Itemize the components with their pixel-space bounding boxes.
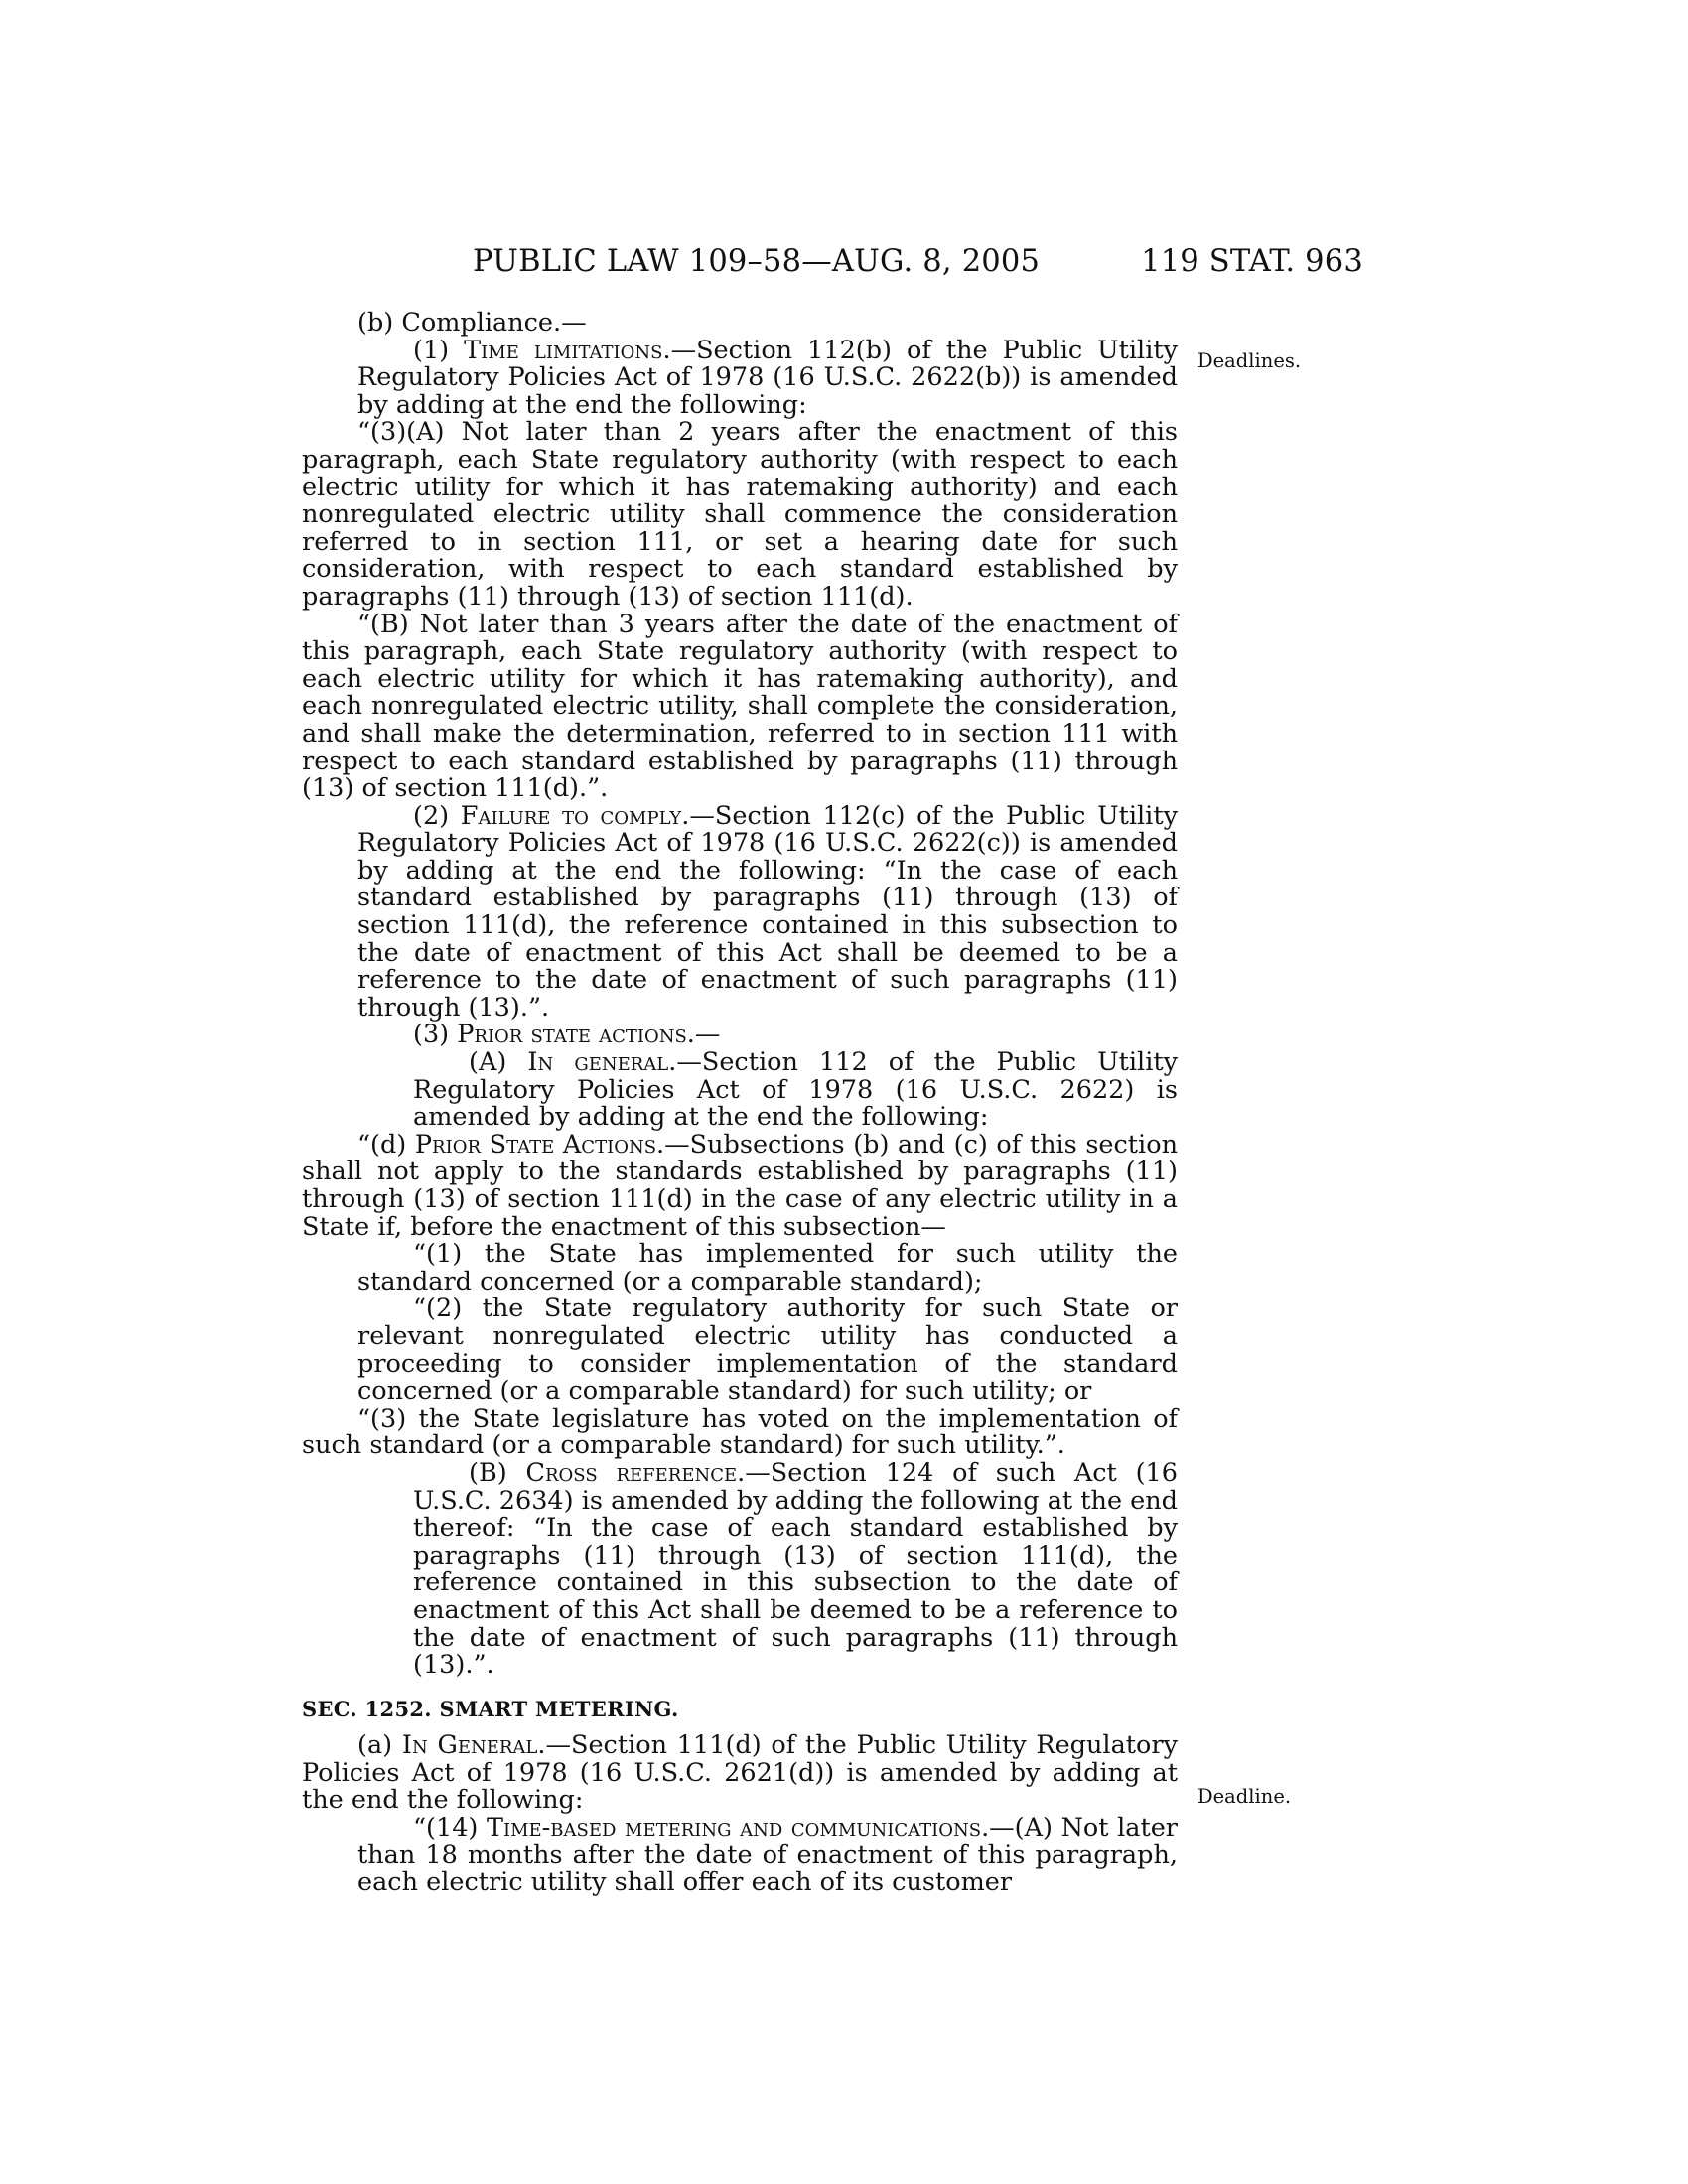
compliance-heading: (b) Compliance.— <box>357 308 587 338</box>
subsection-number: (a) <box>357 1730 402 1761</box>
paragraph-caption: Time-based metering and communications <box>486 1813 982 1843</box>
subparagraph-number: (B) <box>469 1457 526 1488</box>
margin-note-deadlines: Deadlines. <box>1197 349 1302 372</box>
paragraph-caption: (3) Prior state actions.— <box>413 1020 721 1050</box>
page-number: 119 STAT. 963 <box>1141 244 1363 279</box>
margin-note-deadline: Deadline. <box>1197 1785 1292 1808</box>
paragraph-text: .—Section 112(c) of the Public Utility Regulatory Policies Act of 1978 (16 U.S.C. 2622(c)) is amended by adding at the end the following: “In the case of each standard established by paragraphs (11) through (13) of section 111(d), the reference contained in this subsection to the date of enactment of this Act shall be deemed to be a reference to the date of enactment of such paragraphs (11) through (13).”. <box>357 800 1178 1023</box>
paragraph-caption: Failure to comply <box>460 800 682 831</box>
quoted-paragraph-3a: “(3)(A) Not later than 2 years after the enactment of this paragraph, each State regulatory authority (with respect to each electric utility for which it has ratemaking authority) and each nonregulated electric utility shall commence the consideration referred to in section 111, or set a hearing date for such consideration, with respect to each standard established by paragraphs (11) through (13) of section 111(d). <box>302 417 1178 612</box>
subparagraph-text: .—Section 112 of the Public Utility Regulatory Policies Act of 1978 (16 U.S.C. 2622) is amended by adding at the end the following: <box>413 1047 1178 1133</box>
subsection-caption: In General <box>401 1730 538 1761</box>
paragraph-failure-to-comply <box>302 800 1178 1023</box>
paragraph-time-limitations <box>302 335 1179 420</box>
quoted-subparagraph-b: “(B) Not later than 3 years after the date of the enactment of this paragraph, each State regulatory authority (with respect to each electric utility for which it has ratemaking authority), and each nonregulated electric utility, shall complete the consideration, and shall make the determination, referred to in section 111 with respect to each standard established by paragraphs (11) through (13) of section 111(d).”. <box>302 609 1178 804</box>
subparagraph-number: (A) <box>469 1047 528 1078</box>
subsection-caption: Prior State Actions <box>414 1129 657 1160</box>
running-head-title: PUBLIC LAW 109–58—AUG. 8, 2005 <box>473 244 1041 279</box>
paragraph-text: .—(A) Not later than 18 months after the date of enactment of this paragraph, each electric utility shall offer each of its customer <box>357 1813 1178 1898</box>
subparagraph-text: .—Section 124 of such Act (16 U.S.C. 2634) is amended by adding the following at the end thereof: “In the case of each standard established by paragraphs (11) through (13) of section 111(d), the reference contained in this subsection to the date of enactment of this Act shall be deemed to be a reference to the date of enactment of such paragraphs (11) through (13).”. <box>413 1457 1179 1681</box>
paragraph-text: .—Section 112(b) of the Public Utility Regulatory Policies Act of 1978 (16 U.S.C. 2622(b)) is amended by adding at the end the following: <box>357 335 1179 420</box>
quoted-subsection-d <box>302 1129 1178 1242</box>
quoted-clause-3: “(3) the State legislature has voted on the implementation of such standard (or a comparable standard) for such utility.”. <box>302 1403 1178 1461</box>
paragraph-number: (2) <box>413 800 461 831</box>
quoted-clause-1: “(1) the State has implemented for such utility the standard concerned (or a comparable standard); <box>357 1239 1178 1297</box>
subsection-number: “(d) <box>357 1129 415 1160</box>
subsection-in-general <box>302 1732 1178 1815</box>
subsection-text: .—Section 111(d) of the Public Utility Regulatory Policies Act of 1978 (16 U.S.C. 2621(d)) is amended by adding at the end the following: <box>302 1730 1178 1816</box>
quoted-paragraph-14 <box>302 1815 1178 1897</box>
paragraph-prior-state-actions-heading <box>302 1022 1178 1049</box>
subparagraph-caption: In general <box>527 1047 669 1078</box>
subsection-text: .—Subsections (b) and (c) of this section shall not apply to the standards established by paragraphs (11) through (13) of section 111(d) in the case of any electric utility in a State if, before the enactment of this subsection— <box>302 1129 1178 1242</box>
subparagraph-caption: Cross reference <box>525 1457 738 1488</box>
law-text <box>302 310 1178 1897</box>
quoted-clause-2: “(2) the State regulatory authority for such State or relevant nonregulated electric utility has conducted a proceeding to consider implementation of the standard concerned (or a comparable standard) for such utility; or <box>357 1294 1178 1407</box>
paragraph-number: (1) <box>413 335 465 365</box>
section-heading: SEC. 1252. SMART METERING. <box>302 1696 679 1721</box>
subparagraph-in-general <box>302 1049 1178 1132</box>
paragraph-caption: Time limitations <box>464 335 663 365</box>
paragraph-number: “(14) <box>413 1813 487 1843</box>
subparagraph-cross-reference <box>302 1457 1179 1681</box>
